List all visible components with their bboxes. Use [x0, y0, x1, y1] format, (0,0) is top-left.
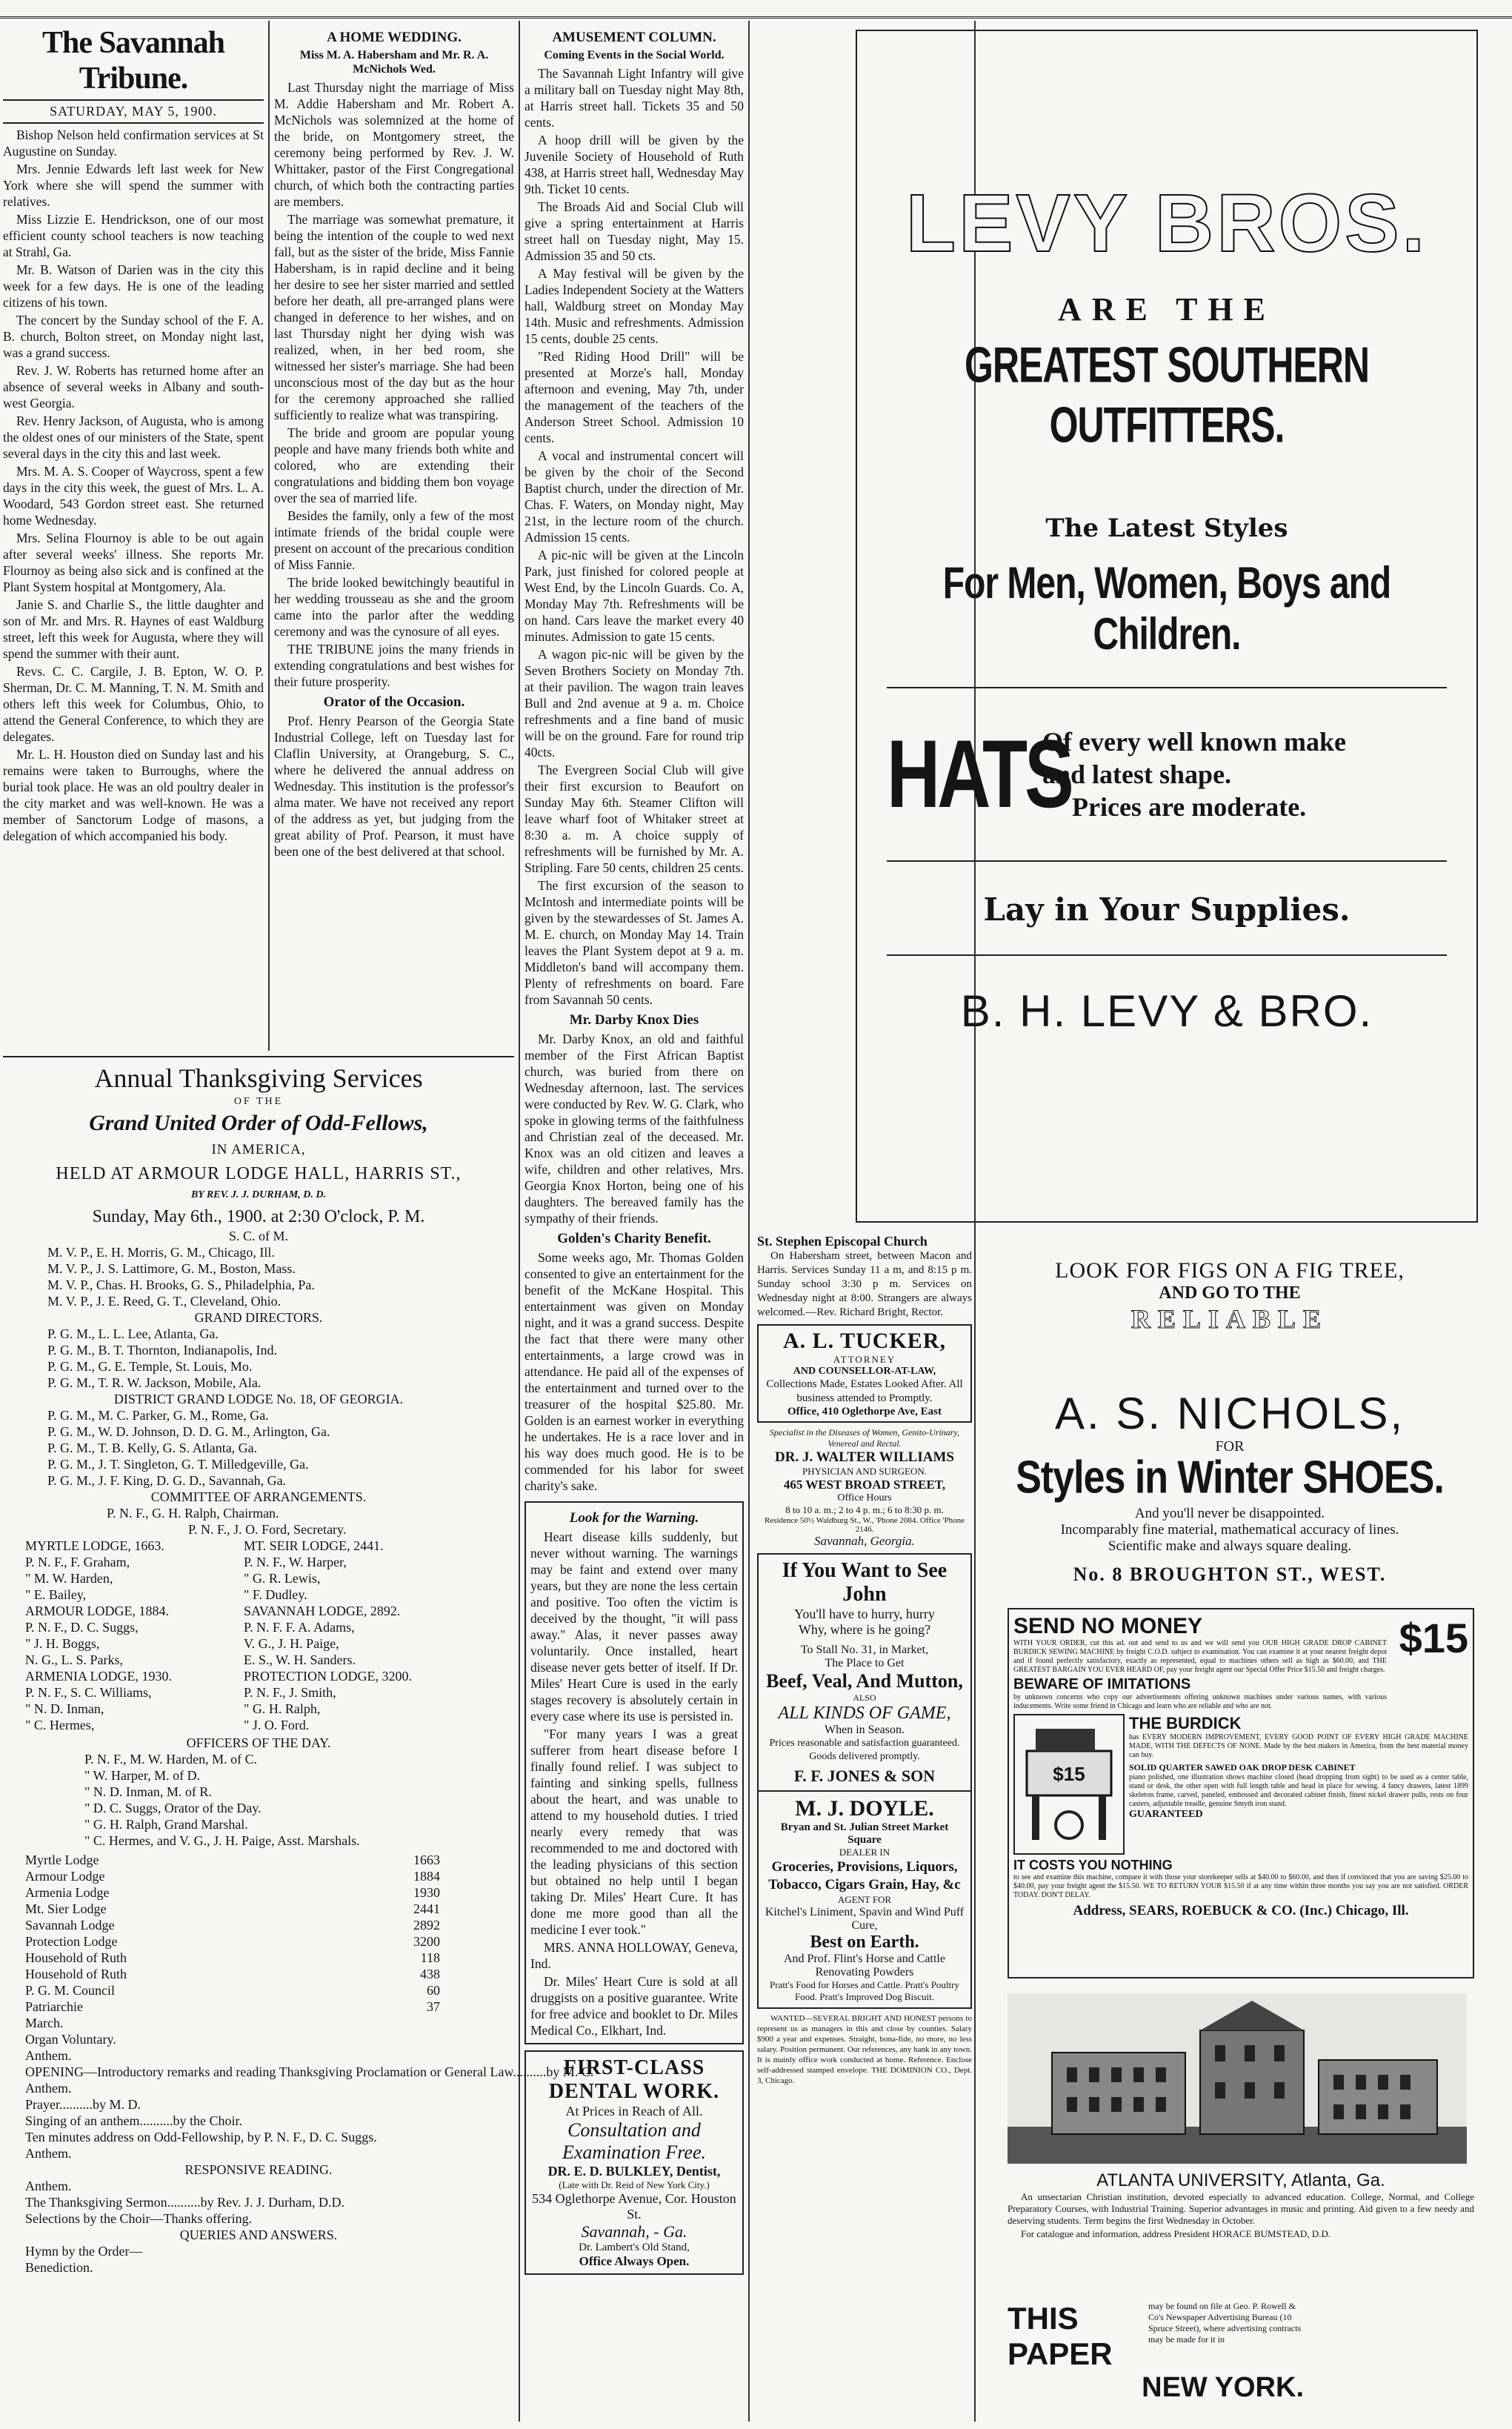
atlanta-university-ad [1008, 1993, 1474, 2267]
lodge-cell: E. S., W. H. Sanders. [244, 1652, 356, 1667]
news-item: Mrs. Selina Flournoy is able to be out again after several weeks' illness. She reports Mr. Flournoy as being also sick and is confined at the Plant System hospital at Montgomery, Ala. [3, 531, 264, 594]
lodge-cell: P. N. F., D. C. Suggs, [25, 1620, 139, 1635]
amusement-item: A vocal and instrumental concert will be given by the choir of the Second Baptist church, under the direction of Mr. Chas. F. Waters, on Monday night, May 21st, in the lecture room of the church. Admission 15 cents. [524, 448, 744, 545]
this-paper-body: may be found on file at Geo. P. Rowell & Co's Newspaper Advertising Bureau (10 Spruce Street), where advertising contracts may be made for it in [1148, 2301, 1302, 2345]
nichols-reliable: RELIABLE [1130, 1304, 1329, 1334]
levy-rule-2 [887, 860, 1447, 862]
lodge-cell: P. N. F., F. Graham, [25, 1555, 130, 1569]
lodge-cell: SAVANNAH LODGE, 2892. [244, 1604, 401, 1618]
tucker-role2: AND COUNSELLOR-AT-LAW, [793, 1366, 936, 1377]
lodge-cell: " N. D. Inman, [25, 1701, 104, 1716]
sears-costs-text: to see and examine this machine, compare it with those your storekeeper sells at $40.00 to $60.00, and then if convinced that you are saving $25.00 to $40.00, pay your freight agent the $15.50. WE TO RETURN YOUR $15.50 if at any time within three months you say you are not satisfied. ORDER TODAY. DON'T DELAY. [1013, 1873, 1468, 1899]
svg-text:$15: $15 [1053, 1763, 1085, 1785]
lodge-cell: ARMOUR LODGE, 1884. [25, 1604, 170, 1618]
doyle-ad [757, 1792, 972, 2009]
dentist-address: 534 Oglethorpe Avenue, Cor. Houston St. [532, 2191, 736, 2222]
news-item: Miss Lizzie E. Hendrickson, one of our most efficient county school teachers is now teaching at Strahl, Ga. [3, 212, 264, 259]
sears-head: SEND NO MONEY [1013, 1614, 1203, 1638]
amusement-item: A wagon pic-nic will be given by the Seven Brothers Society on Monday 7th. at their pavilion. The wagon train leaves Bull and 2nd avenue at 9 a. m. Choice refreshments and a fine band of music will be on the ground. Fare for round trip 40cts. [524, 647, 744, 760]
levy-rule-3 [887, 954, 1447, 956]
wedding-heading: A HOME WEDDING. [327, 30, 462, 45]
williams-spec: Specialist in the Diseases of Women, Genito-Urinary, Venereal and Rectal. [769, 1427, 960, 1449]
sears-body: WITH YOUR ORDER, cut this ad. out and send to us and we will send you OUR HIGH GRADE DROP CABINET BURDICK SEWING MACHINE by freight C.O.D. subject to examination. You can examine it at your nearest freight depot and if found perfectly satisfactory, exactly as represented, equal to machines others sell as high as $60.00, and THE GREATEST BARGAIN YOU EVER HEARD OF, pay your freight agent our Special Offer Price $15.50 and freight charges. [1013, 1639, 1387, 1674]
wedding-paragraph: THE TRIBUNE joins the many friends in extending congratulations and best wishes for their future prosperity. [274, 642, 514, 689]
hats-text-2: and latest shape. [1042, 760, 1232, 789]
lodge-row [25, 1586, 462, 1603]
sears-price: $15 [1399, 1615, 1468, 1661]
officer-line: M. V. P., J. S. Lattimore, G. M., Boston, Mass. [47, 1261, 296, 1276]
john-l7: When in Season. [825, 1724, 905, 1736]
service-time: Sunday, May 6th., 1900. at 2:30 O'clock, P. M. [92, 1207, 425, 1226]
news-item: Rev. J. W. Roberts has returned home after an absence of several weeks in Albany and south-west Georgia. [3, 363, 264, 411]
program-list-2 [3, 2178, 477, 2227]
grand-directors-label: GRAND DIRECTORS. [194, 1310, 323, 1325]
tucker-role: ATTORNEY [833, 1354, 896, 1365]
lodge-cell: " E. Bailey, [25, 1587, 87, 1602]
golden-story [524, 1249, 744, 1494]
nichols-l2: AND GO TO THE [1159, 1283, 1301, 1303]
news-item: Mrs. Jennie Edwards left last week for New York where she will spend the summer with relatives. [3, 162, 264, 209]
john-l3: To Stall No. 31, in Market, [800, 1644, 929, 1656]
officer-line: M. V. P., E. H. Morris, G. M., Chicago, Ill. [47, 1245, 275, 1260]
hats-text-1: Of every well known make [1042, 727, 1346, 757]
director-line: P. G. M., B. T. Thornton, Indianapolis, Ind. [47, 1343, 277, 1358]
officers-list-3 [3, 1407, 514, 1489]
dental-ad [524, 2050, 744, 2275]
column-rule [748, 21, 750, 2422]
john-l1: You'll have to hurry, hurry [794, 1606, 935, 1621]
atlanta-text2: For catalogue and information, address President HORACE BUMSTEAD, D.D. [1021, 2228, 1331, 2239]
sco-label: S. C. of M. [228, 1229, 288, 1243]
church-heading: St. Stephen Episcopal Church [757, 1234, 927, 1249]
lodge-cell: ARMENIA LODGE, 1930. [25, 1669, 172, 1684]
lodge-row [25, 1619, 462, 1635]
nichols-styles: Styles in Winter SHOES. [1016, 1452, 1444, 1503]
john-also: ALSO [853, 1692, 876, 1703]
roster-row [25, 1917, 440, 1933]
roster-name: Household of Ruth [25, 1967, 127, 1981]
lodge-row [25, 1635, 462, 1652]
amusement-heading: AMUSEMENT COLUMN. [552, 30, 716, 45]
john-l8: Prices reasonable and satisfaction guaranteed. Goods delivered promptly. [769, 1738, 960, 1762]
amusement-item: A pic-nic will be given at the Lincoln Park, just finished for colored people at West End, by the Lincoln Guards. Co. A, Monday May 7th. Refreshments will be on hand. Cars leave the market every 40 minutes. Admission to gate 15 cents. [524, 548, 744, 644]
of-the-label: OF THE [233, 1096, 284, 1107]
news-item: Mrs. M. A. S. Cooper of Waycross, spent a few days in the city this week, the guest of Mrs. L. A. Woodard, 543 Gordon street east. She returned home Wednesday. [3, 464, 264, 528]
committee-secretary: P. N. F., J. O. Ford, Secretary. [188, 1522, 347, 1537]
doyle-l4: AGENT FOR [837, 1894, 892, 1905]
in-america: IN AMERICA, [211, 1142, 306, 1157]
levy-supplies: Lay in Your Supplies. [983, 891, 1351, 928]
lodge-cell: MT. SEIR LODGE, 2441. [244, 1538, 384, 1553]
doyle-name: M. J. DOYLE. [795, 1796, 934, 1821]
roster-row [25, 1852, 440, 1868]
roster-name: Household of Ruth [25, 1950, 127, 1965]
levy-hats-row [887, 720, 1447, 828]
doyle-l8: Pratt's Food for Horses and Cattle. Pratt's Poultry Food. Pratt's Improved Dog Biscuit. [769, 1979, 959, 2002]
lodge-row [25, 1652, 462, 1668]
dental-heading: FIRST-CLASS DENTAL WORK. [548, 2056, 720, 2103]
roster-row [25, 1901, 440, 1917]
levy-rule [887, 687, 1447, 688]
roster-name: Savannah Lodge [25, 1918, 115, 1933]
order-name: Grand United Order of Odd-Fellows, [89, 1111, 428, 1135]
williams-ad [757, 1423, 972, 1553]
lodge-row [25, 1554, 462, 1570]
nichols-ad-body [982, 1389, 1478, 1567]
roster-row [25, 1884, 440, 1901]
roster-name: Mt. Sier Lodge [25, 1901, 107, 1916]
director-line: P. G. M., G. E. Temple, St. Louis, Mo. [47, 1359, 253, 1374]
held-at: HELD AT ARMOUR LODGE HALL, HARRIS ST., [56, 1164, 462, 1183]
knox-story [524, 1031, 744, 1226]
program-line: Benediction. [25, 2260, 93, 2275]
district-line: P. G. M., M. C. Parker, G. M., Rome, Ga. [47, 1408, 269, 1423]
program-line: Hymn by the Order— [25, 2244, 143, 2259]
jones-signature: F. F. JONES & SON [793, 1767, 936, 1785]
amusement-subheading: Coming Events in the Social World. [544, 49, 725, 62]
wedding-paragraph: The bride and groom are popular young people and have many friends both white and colored, who are extending their congratulations and bidding them bon voyage over the sea of married life. [274, 425, 514, 505]
hats-text-3: Prices are moderate. [1072, 792, 1307, 822]
dental-consultation: Consultation and Examination Free. [562, 2119, 706, 2163]
dentist-note: (Late with Dr. Reid of New York City.) [559, 2179, 710, 2190]
officer-day-line: " G. H. Ralph, Grand Marshal. [84, 1817, 248, 1832]
wedding-paragraph: The bride looked bewitchingly beautiful in her wedding trousseau as she and the groom came into the parlor after the wedding ceremony and was the cynosure of all eyes. [274, 575, 514, 639]
lodge-cell: P. N. F., S. C. Williams, [25, 1685, 152, 1700]
dental-line: At Prices in Reach of All. [565, 2104, 703, 2119]
sewing-cabinet-illustration [1013, 1714, 1125, 1855]
roster-row [25, 1950, 440, 1966]
officers-day-label: OFFICERS OF THE DAY. [186, 1735, 331, 1750]
lodge-cell: N. G., L. S. Parks, [25, 1652, 124, 1667]
church-text: On Habersham street, between Macon and Harris. Services Sunday 11 a m, and 8:15 p m. Sunday school 3:30 p m. Services on Wednesday night at 8:00. Strangers are always welcomed.—Rev. Richard Bright, Rector. [757, 1250, 972, 1318]
levy-hats: HATS [887, 720, 1071, 828]
district-line: P. G. M., J. F. King, D. G. D., Savannah, Ga. [47, 1473, 287, 1488]
roster-number: 1930 [413, 1885, 440, 1900]
nichols-address: No. 8 BROUGHTON ST., WEST. [1073, 1564, 1387, 1585]
sears-burdick-head: THE BURDICK [1129, 1714, 1242, 1732]
roster-row [25, 1982, 440, 1998]
atlanta-text: An unsectarian Christian institution, devoted especially to advanced education. College, Normal, and College Preparatory Courses, with Industrial Training. Superior advantages in music and printing. Aid given to a few needy and deserving students. Term begins the first Wednesday in October. [1008, 2191, 1474, 2226]
warning-paragraph: Dr. Miles' Heart Cure is sold at all druggists on a positive guarantee. Write for free advice and booklet to Dr. Miles Medical Co., Elkhart, Ind. [530, 1974, 738, 2038]
williams-hours-head: Office Hours [837, 1492, 892, 1503]
williams-role: PHYSICIAN AND SURGEON. [802, 1466, 927, 1477]
program-list-3 [3, 2243, 514, 2276]
levy-hats-text [1042, 725, 1346, 823]
wanted-ad: WANTED—SEVERAL BRIGHT AND HONEST persons to represent us as managers in this and close by counties. Salary $900 a year and expenses. Straight, bona-fide, no more, no less salary. Position permanent. Our references, any bank in any town. It is mainly office work conducted at home. Reference. Enclose self-addressed stamped envelope. THE DOMINION CO., Dept. 3, Chicago. [757, 2014, 972, 2085]
nichols-t3: Scientific make and always square dealing. [1108, 1538, 1352, 1554]
amusement-item: A May festival will be given by the Ladies Independent Society at the Watters hall, Waldburg street on Monday May 14th. Music and refreshments. Admission 15 cents, double 25 cents. [524, 266, 744, 346]
orator-paragraph: Prof. Henry Pearson of the Georgia State Industrial College, left on Tuesday last for Claflin University, at Orangeburg, S. C., where he delivered the annual address on Wednesday. This institution is the professor's alma mater. We have not received any report of the address as yet, but judging from the great ability of Prof. Pearson, it must have been one of the best delivered at that school. [274, 714, 514, 859]
sears-ad [1008, 1608, 1474, 1978]
doyle-l6: Best on Earth. [810, 1933, 919, 1952]
lodge-cell: " G. H. Ralph, [244, 1701, 321, 1716]
officer-day-line: " D. C. Suggs, Orator of the Day. [84, 1801, 262, 1815]
program-line: Singing of an anthem..........by the Choir. [25, 2113, 242, 2128]
wedding-paragraph: Besides the family, only a few of the most intimate friends of the bridal couple were present on account of the precarious condition of Miss Fannie. [274, 508, 514, 572]
golden-paragraph: Some weeks ago, Mr. Thomas Golden consented to give an entertainment for the benefit of the McKane Hospital. This entertainment was given on Monday night, and it was a grand success. Despite the fact that there were many other entertainments, a large crowd was in attendance. He paid all of the expenses of the entertainment and turned over to the treasurer of the hospital $25.80. Mr. Golden is an earnest worker in everything he undertakes. He is a race lover and in his way does much good. He is to be commended for his labor for sweet charity's sake. [524, 1250, 744, 1493]
officers-of-day-list [3, 1751, 514, 1849]
levy-greatest: GREATEST SOUTHERN OUTFITTERS. [965, 336, 1369, 453]
lodge-cell: " J. O. Ford. [244, 1718, 310, 1732]
masthead-title: The Savannah Tribune. [3, 25, 264, 101]
officers-list-2 [3, 1326, 514, 1391]
amusement-items [524, 65, 744, 1008]
doyle-l2: DEALER IN [839, 1847, 890, 1858]
program-line: The Thanksgiving Sermon..........by Rev. J. J. Durham, D.D. [25, 2195, 344, 2210]
roster-row [25, 1868, 440, 1884]
program-line: March. [25, 2016, 64, 2030]
sears-oak: SOLID QUARTER SAWED OAK DROP DESK CABINET [1129, 1762, 1356, 1772]
dentist-name: DR. E. D. BULKLEY, Dentist, [547, 2164, 721, 2179]
roster-name: Patriarchie [25, 1999, 83, 2014]
lodge-roster [3, 1849, 462, 2015]
sears-middle [1013, 1714, 1468, 1855]
amusement-item: The Evergreen Social Club will give their first excursion to Beaufort on Sunday May 6th. Steamer Clifton will leave wharf foot of Whitaker street at 8:30 a. m. A choice supply of refreshments will be furnished by Mr. A. Stripling. Fare 50 cents, children 25 cents. [524, 762, 744, 875]
officer-day-line: " C. Hermes, and V. G., J. H. Paige, Asst. Marshals. [84, 1833, 360, 1848]
roster-number: 1884 [413, 1869, 440, 1884]
news-item: Revs. C. C. Cargile, J. B. Epton, W. O. P. Sherman, Dr. C. M. Manning, T. N. M. Smith and others left this week for Columbus, Ohio, to attend the General Conference, to which they are delegates. [3, 664, 264, 744]
wedding-paragraph: Last Thursday night the marriage of Miss M. Addie Habersham and Mr. Robert A. McNichols was solemnized at the home of the bride, on Montgomery street, the ceremony being performed by Rev. J. W. Whittaker, pastor of the First Congregational church, of which both the contracting parties are members. [274, 80, 514, 209]
jones-ad [757, 1553, 972, 1792]
roster-name: Armour Lodge [25, 1869, 105, 1884]
local-news-items [3, 127, 264, 844]
roster-number: 438 [420, 1967, 440, 1981]
lodge-cell: " F. Dudley. [244, 1587, 307, 1602]
officer-day-line: " W. Harper, M. of D. [84, 1768, 201, 1783]
john-l4: The Place to Get [825, 1657, 905, 1669]
williams-hours: 8 to 10 a. m.; 2 to 4 p. m.; 6 to 8:30 p. m. [785, 1504, 944, 1515]
committee-label: COMMITTEE OF ARRANGEMENTS. [150, 1489, 367, 1504]
officer-line: M. V. P., Chas. H. Brooks, G. S., Philadelphia, Pa. [47, 1277, 315, 1292]
news-item: Janie S. and Charlie S., the little daughter and son of Mr. and Mrs. R. Haynes of east Waldburg street, left this week for Augusta, where they will spend the summer with their aunt. [3, 597, 264, 661]
levy-bros-ad [856, 30, 1478, 1223]
column-rule [268, 21, 270, 1051]
knox-heading: Mr. Darby Knox Dies [569, 1012, 699, 1028]
john-l5: Beef, Veal, And Mutton, [766, 1670, 963, 1692]
roster-row [25, 1998, 440, 2015]
thanksgiving-title: Annual Thanksgiving Services [94, 1063, 423, 1093]
sears-burdick [1125, 1714, 1468, 1855]
column-local-news [3, 25, 264, 1048]
williams-city: Savannah, Georgia. [814, 1534, 915, 1548]
program-line: Selections by the Choir—Thanks offering. [25, 2211, 253, 2226]
director-line: P. G. M., L. L. Lee, Atlanta, Ga. [47, 1326, 219, 1341]
orator-story [274, 713, 514, 860]
wedding-story [274, 79, 514, 690]
williams-name: DR. J. WALTER WILLIAMS [775, 1449, 954, 1465]
roster-number: 2892 [413, 1918, 440, 1933]
column-amusements [524, 25, 744, 2419]
program-line: Prayer..........by M. D. [25, 2097, 141, 2112]
nichols-t1: And you'll never be disappointed. [1134, 1506, 1325, 1521]
john-l6: ALL KINDS OF GAME, [778, 1704, 951, 1723]
amusement-item: The first excursion of the season to McIntosh and intermediate points will be given by the stewardesses of St. James A. M. E. church, on Monday May 14. Train leaves the Plant System depot at 9 a. m. Middleton's band will accompany them. Plenty of refreshments on board. Fare from Savannah 50 cents. [524, 878, 744, 1007]
doyle-l7: And Prof. Flint's Horse and Cattle Renovating Powders [784, 1953, 945, 1978]
news-item: Rev. Henry Jackson, of Augusta, who is among the oldest ones of our ministers of the State, spent several days in the city this and last week. [3, 413, 264, 461]
officer-day-line: P. N. F., M. W. Harden, M. of C. [84, 1752, 258, 1767]
lodge-row [25, 1570, 462, 1586]
nichols-name: A. S. NICHOLS, [1054, 1389, 1405, 1438]
warning-heading: Look for the Warning. [569, 1510, 699, 1526]
sears-beware-text: by unknown concerns who copy our advertisements offering unknown machines under various names, with various inducements. Write some friend in Chicago and learn who are reliable and who are not. [1013, 1693, 1387, 1710]
sewing-machine-icon [1021, 1721, 1117, 1847]
wedding-paragraph: The marriage was somewhat premature, it being the intention of the couple to wed next fall, but as the sister of the bride, Miss Fannie Habersham, is in rapid decline and it being her desire to see her sister married and settled before her death, all pre-arranged plans were changed in deference to her wishes, and on last Thursday night her dying wish was realized, when, in her bed room, she witnessed her sister's marriage. She had been unconscious most of the day but as the hour for the ceremony approached she rallied sufficiently to realize what was transpiring. [274, 212, 514, 422]
sears-burdick-text: has EVERY MODERN IMPROVEMENT, EVERY GOOD POINT OF EVERY HIGH GRADE MACHINE MADE, WITH THE DEFECTS OF NONE. Made by the best makers in America, from the best material money can buy. [1129, 1733, 1468, 1759]
by-rev: BY REV. J. J. DURHAM, D. D. [190, 1189, 327, 1200]
program-line: OPENING—Introductory remarks and reading Thanksgiving Proclamation or General Law..........by M. C. [25, 2064, 594, 2079]
top-rule [0, 16, 1512, 19]
lodge-cell: " M. W. Harden, [25, 1571, 113, 1586]
levy-are-the: ARE THE [1057, 291, 1276, 328]
sears-top [1013, 1614, 1468, 1711]
dentist-stand: Dr. Lambert's Old Stand, [579, 2242, 690, 2253]
lodge-row [25, 1603, 462, 1619]
responsive-label: RESPONSIVE READING. [184, 2162, 333, 2177]
lodge-row [25, 1684, 462, 1701]
this-paper-ny: NEW YORK. [1142, 2372, 1304, 2403]
williams-address: 465 WEST BROAD STREET, [783, 1478, 946, 1492]
nichols-address-row [982, 1564, 1478, 1593]
golden-heading: Golden's Charity Benefit. [557, 1231, 711, 1246]
sears-guaranteed: GUARANTEED [1129, 1809, 1203, 1820]
dentist-open: Office Always Open. [579, 2254, 690, 2268]
roster-number: 60 [427, 1983, 440, 1998]
district-line: P. G. M., T. B. Kelly, G. S. Atlanta, Ga. [47, 1441, 258, 1455]
tucker-body: Collections Made, Estates Looked After. All business attended to Promptly. [766, 1378, 963, 1404]
warning-text [530, 1529, 738, 2038]
tucker-name: A. L. TUCKER, [783, 1329, 946, 1353]
program-line: Ten minutes address on Odd-Fellowship, by P. N. F., D. C. Suggs. [25, 2130, 377, 2144]
amusement-item: A hoop drill will be given by the Juvenile Society of Household of Ruth 438, at Harris street hall, Wednesday May 9th. Ticket 10 cents. [524, 133, 744, 196]
lodge-row [25, 1717, 462, 1733]
warning-paragraph: Heart disease kills suddenly, but never without warning. The warnings may be faint and extend over many years, but they are none the less certain and positive. Too often the victim is deceived by the thought, "it will pass away." Alas, it never passes away voluntarily. Once installed, heart disease never gets better of itself. If Dr. Miles' Heart Cure is used in the early stages recovery is absolutely certain in every case where its use is persisted in. [530, 1529, 738, 1724]
district-line: P. G. M., J. T. Singleton, G. T. Milledgeville, Ga. [47, 1457, 309, 1472]
program-line: Anthem. [25, 2048, 72, 2063]
dentist-city: Savannah, - Ga. [581, 2222, 687, 2241]
officer-day-line: " N. D. Inman, M. of R. [84, 1784, 212, 1799]
dateline: SATURDAY, MAY 5, 1900. [3, 101, 264, 124]
lodge-cell: P. N. F., J. Smith, [244, 1685, 336, 1700]
warning-paragraph: MRS. ANNA HOLLOWAY, Geneva, Ind. [530, 1940, 738, 1971]
orator-heading: Orator of the Occasion. [323, 694, 465, 710]
levy-latest-styles: The Latest Styles [1045, 514, 1288, 543]
amusement-item: The Broads Aid and Social Club will give a spring entertainment at Harris street hall on Tuesday night, May 15. Admission 35 and 50 cts. [524, 199, 744, 263]
roster-number: 1663 [413, 1853, 440, 1867]
university-building-illustration [1008, 1993, 1467, 2164]
williams-residence: Residence 50½ Waldburg St., W., 'Phone 2084. Office 'Phone 2146. [764, 1516, 965, 1534]
roster-name: P. G. M. Council [25, 1983, 116, 1998]
this-paper-ad [1008, 2301, 1304, 2405]
levy-signature: B. H. LEVY & BRO. [960, 986, 1373, 1036]
lodge-row [25, 1701, 462, 1717]
doyle-l3: Groceries, Provisions, Liquors, Tobacco, Cigars Grain, Hay, &c [768, 1859, 961, 1893]
program-line: Organ Voluntary. [25, 2032, 116, 2047]
roster-number: 3200 [413, 1934, 440, 1949]
doyle-l1: Bryan and St. Julian Street Market Square [780, 1821, 949, 1846]
heart-cure-ad [524, 1501, 744, 2044]
column-small-ads [757, 1234, 972, 2419]
program-line: Anthem. [25, 2179, 72, 2193]
amusement-item: The Savannah Light Infantry will give a military ball on Tuesday night May 8th, at Harris street hall. Tickets 35 and 50 cents. [524, 66, 744, 130]
thanksgiving-notice [3, 1056, 594, 2419]
this-paper-big: THIS PAPER [1008, 2301, 1113, 2371]
lodge-cell: P. N. F. F. A. Adams, [244, 1620, 355, 1635]
roster-number: 2441 [413, 1901, 440, 1916]
sears-text-col [1013, 1614, 1387, 1711]
sears-oak-text: piano polished, one illustration shows machine closed (head dropping from sight) to be used as a center table, stand or desk, the other open with full length table and head in place for sewing. 4 fancy drawers, latest 1899 skeleton frame, carved, paneled, embossed and decorated cabinet finish, finest nickel drawer pulls, rests on four casters, adjustable treadle, genuine Smyth iron stand. [1129, 1773, 1468, 1808]
lodge-cell: MYRTLE LODGE, 1663. [25, 1538, 164, 1553]
roster-name: Protection Lodge [25, 1934, 118, 1949]
lodge-cell: P. N. F., W. Harper, [244, 1555, 347, 1569]
district-line: P. G. M., W. D. Johnson, D. D. G. M., Arlington, Ga. [47, 1424, 330, 1439]
roster-row [25, 1966, 440, 1982]
levy-name: LEVY BROS. [905, 178, 1428, 269]
roster-name: Armenia Lodge [25, 1885, 110, 1900]
lodge-cell: V. G., J. H. Paige, [244, 1636, 339, 1651]
lodge-row [25, 1538, 462, 1554]
news-item: Mr. B. Watson of Darien was in the city this week for a few days. He is one of the leading citizens of his town. [3, 262, 264, 310]
amusement-item: "Red Riding Hood Drill" will be presented at Morze's hall, Monday afternoon and evening, May 7th, under the management of the teachers of the Anderson Street School. Admission 10 cents. [524, 349, 744, 445]
program-line: Anthem. [25, 2146, 72, 2161]
district-label: DISTRICT GRAND LODGE No. 18, OF GEORGIA. [113, 1392, 404, 1406]
john-l2: Why, where is he going? [798, 1622, 931, 1637]
program-line: Anthem. [25, 2081, 72, 2096]
nichols-for: FOR [1215, 1438, 1245, 1455]
tucker-address: Office, 410 Oglethorpe Ave, East [787, 1406, 942, 1418]
news-item: The concert by the Sunday school of the F. A. B. church, Bolton street, on Monday night last, was a grand success. [3, 313, 264, 360]
column-wedding [274, 25, 514, 1048]
roster-name: Myrtle Lodge [25, 1853, 99, 1867]
warning-paragraph: "For many years I was a great sufferer from heart disease before I finally found relief. I was subject to fainting and sinking spells, fullness about the heart, and was unable to attend to my household duties. I tried nearly every remedy that was recommended to me and doctored with the leading physicians of this section but obtained no help until I began taking Dr. Miles' Heart Cure. It has done me more good than all the medicine I ever took." [530, 1727, 738, 1937]
sears-costs: IT COSTS YOU NOTHING [1013, 1858, 1173, 1873]
director-line: P. G. M., T. R. W. Jackson, Mobile, Ala. [47, 1375, 262, 1390]
nichols-ad [982, 1258, 1478, 1384]
nichols-t2: Incomparably fine material, mathematical accuracy of lines. [1060, 1522, 1399, 1538]
atlanta-name: ATLANTA UNIVERSITY, Atlanta, Ga. [1096, 2170, 1385, 2190]
this-paper-row [1008, 2301, 1304, 2372]
wedding-subheading: Miss M. A. Habersham and Mr. R. A. McNichols Wed. [299, 49, 489, 76]
john-heading: If You Want to See John [782, 1559, 948, 1606]
officers-list-1 [3, 1244, 514, 1309]
lodge-cell: PROTECTION LODGE, 3200. [244, 1669, 412, 1684]
tucker-ad [757, 1324, 972, 1423]
column-rule [519, 21, 520, 2422]
lodge-cell: " G. R. Lewis, [244, 1571, 321, 1586]
roster-number: 118 [420, 1950, 440, 1965]
roster-row [25, 1933, 440, 1950]
lodge-cell: " J. H. Boggs, [25, 1636, 100, 1651]
program-list [3, 2015, 594, 2161]
news-item: Bishop Nelson held confirmation services at St Augustine on Sunday. [3, 127, 264, 159]
news-item: Mr. L. H. Houston died on Sunday last and his remains were taken to Burroughs, where the burial took place. He was an old poultry dealer in the city market and was well-known. He was a member of Sanctorum Lodge of masons, a delegation of which accompanied his body. [3, 747, 264, 843]
committee-chairman: P. N. F., G. H. Ralph, Chairman. [107, 1506, 279, 1521]
sears-address: Address, SEARS, ROEBUCK & CO. (Inc.) Chicago, Ill. [1073, 1903, 1409, 1918]
nichols-l1: LOOK FOR FIGS ON A FIG TREE, [1055, 1258, 1405, 1283]
officer-line: M. V. P., J. E. Reed, G. T., Cleveland, Ohio. [47, 1294, 282, 1309]
queries-label: QUERIES AND ANSWERS. [179, 2227, 338, 2242]
lodge-list [3, 1538, 462, 1733]
knox-paragraph: Mr. Darby Knox, an old and faithful member of the First African Baptist church, was buried from there on Wednesday afternoon, last. The services were conducted by Rev. W. G. Clark, who spoke in glowing terms of the faithfulness and Christian zeal of the deceased. Mr. Knox was an old citizen and leaves a wife, children and other relatives, Mrs. Georgia Knox Horton, being one of his daughters. The bereaved family has the sympathy of their friends. [524, 1031, 744, 1226]
lodge-cell: " C. Hermes, [25, 1718, 95, 1732]
levy-for: For Men, Women, Boys and Children. [942, 559, 1391, 659]
roster-number: 37 [427, 1999, 440, 2014]
doyle-l5: Kitchel's Liniment, Spavin and Wind Puff Cure, [765, 1906, 965, 1932]
sears-beware: BEWARE OF IMITATIONS [1013, 1676, 1191, 1692]
lodge-row [25, 1668, 462, 1684]
